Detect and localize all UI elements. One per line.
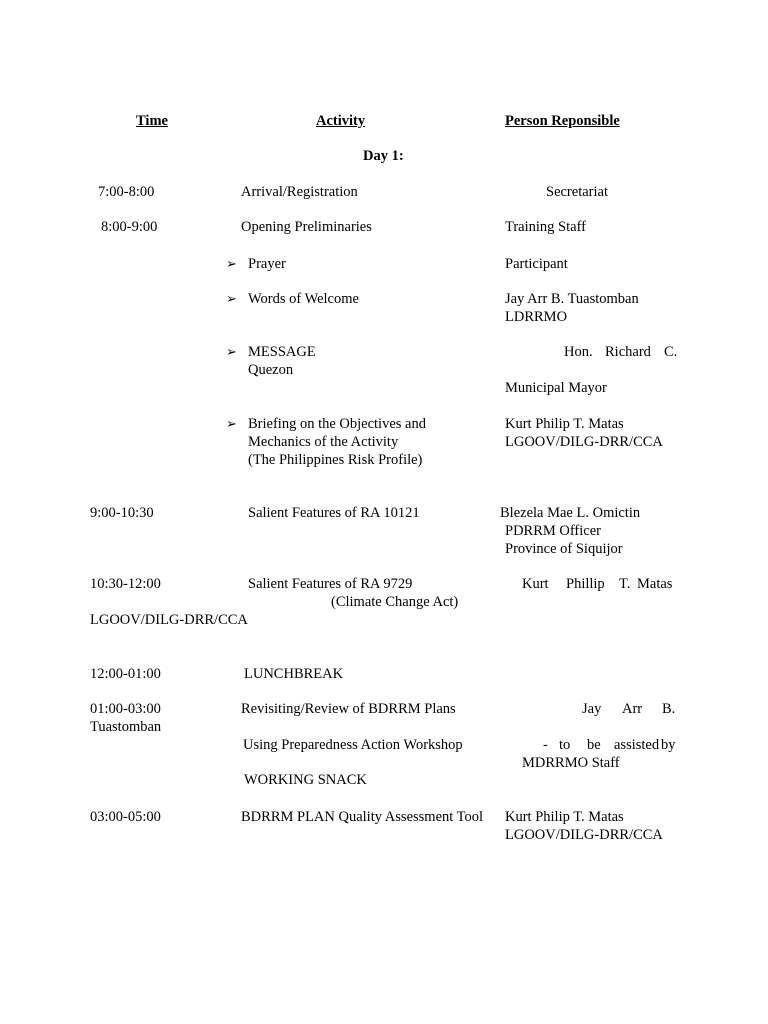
person-word: Kurt: [522, 576, 549, 592]
person-word: Phillip: [566, 576, 605, 592]
person-cell: LGOOV/DILG-DRR/CCA: [90, 612, 248, 628]
time-cell: 10:30-12:00: [90, 576, 161, 592]
activity-cell: Quezon: [248, 362, 294, 378]
person-cell: Blezela Mae L. Omictin: [500, 505, 641, 521]
time-cell: 03:00-05:00: [90, 809, 161, 825]
person-cell: Training Staff: [505, 219, 586, 235]
activity-cell: Salient Features of RA 9729: [248, 576, 413, 592]
person-cell: PDRRM Officer: [505, 523, 601, 539]
person-word: by: [661, 737, 676, 753]
person-cell: Participant: [505, 256, 568, 272]
person-word: assisted: [614, 737, 660, 753]
person-cell: LGOOV/DILG-DRR/CCA: [505, 827, 663, 843]
activity-cell: MESSAGE: [248, 344, 316, 360]
person-word: -: [543, 737, 548, 753]
person-cell: Secretariat: [546, 184, 608, 200]
activity-cell: LUNCHBREAK: [244, 666, 344, 682]
person-word: B.: [662, 701, 676, 717]
bullet-arrow-icon: ➢: [226, 416, 237, 431]
person-cell: Municipal Mayor: [505, 380, 607, 396]
header-time: Time: [136, 113, 168, 129]
person-cell: Province of Siquijor: [505, 541, 623, 557]
activity-cell: (The Philippines Risk Profile): [248, 452, 423, 468]
activity-cell: Words of Welcome: [248, 291, 359, 307]
activity-cell: Briefing on the Objectives and: [248, 416, 426, 432]
activity-cell: Revisiting/Review of BDRRM Plans: [241, 701, 456, 717]
person-word: Arr: [622, 701, 643, 717]
activity-cell: Using Preparedness Action Workshop: [243, 737, 463, 753]
person-word: to: [559, 737, 571, 753]
time-cell: 12:00-01:00: [90, 666, 161, 682]
activity-cell: Opening Preliminaries: [241, 219, 372, 235]
bullet-arrow-icon: ➢: [226, 291, 237, 306]
person-cell: LDRRMO: [505, 309, 568, 325]
activity-cell: Salient Features of RA 10121: [248, 505, 420, 521]
time-cell: 8:00-9:00: [101, 219, 158, 235]
time-cell: 7:00-8:00: [98, 184, 155, 200]
person-cell: Kurt Philip T. Matas: [505, 416, 624, 432]
activity-cell: Mechanics of the Activity: [248, 434, 399, 450]
header-person-responsible: Person Reponsible: [505, 113, 620, 129]
person-word: Jay: [582, 701, 602, 717]
header-activity: Activity: [316, 113, 366, 129]
activity-cell: Arrival/Registration: [241, 184, 358, 200]
time-cell: 9:00-10:30: [90, 505, 154, 521]
person-word: C.: [664, 344, 678, 360]
bullet-arrow-icon: ➢: [226, 344, 237, 359]
activity-cell: BDRRM PLAN Quality Assessment Tool: [241, 809, 484, 825]
person-word: be: [587, 737, 601, 753]
activity-cell: (Climate Change Act): [331, 594, 459, 610]
person-cell: Kurt Philip T. Matas: [505, 809, 624, 825]
activity-cell: Prayer: [248, 256, 286, 272]
person-cell: LGOOV/DILG-DRR/CCA: [505, 434, 663, 450]
day-label: Day 1:: [363, 148, 404, 164]
person-word: Hon.: [564, 344, 593, 360]
person-cell: Jay Arr B. Tuastomban: [505, 291, 639, 307]
person-cell: MDRRMO Staff: [522, 755, 620, 771]
bullet-arrow-icon: ➢: [226, 256, 237, 271]
person-word: T.: [619, 576, 631, 592]
time-cell: Tuastomban: [90, 719, 162, 735]
person-word: Matas: [637, 576, 673, 592]
time-cell: 01:00-03:00: [90, 701, 161, 717]
person-word: Richard: [605, 344, 651, 360]
activity-cell: WORKING SNACK: [244, 772, 367, 788]
